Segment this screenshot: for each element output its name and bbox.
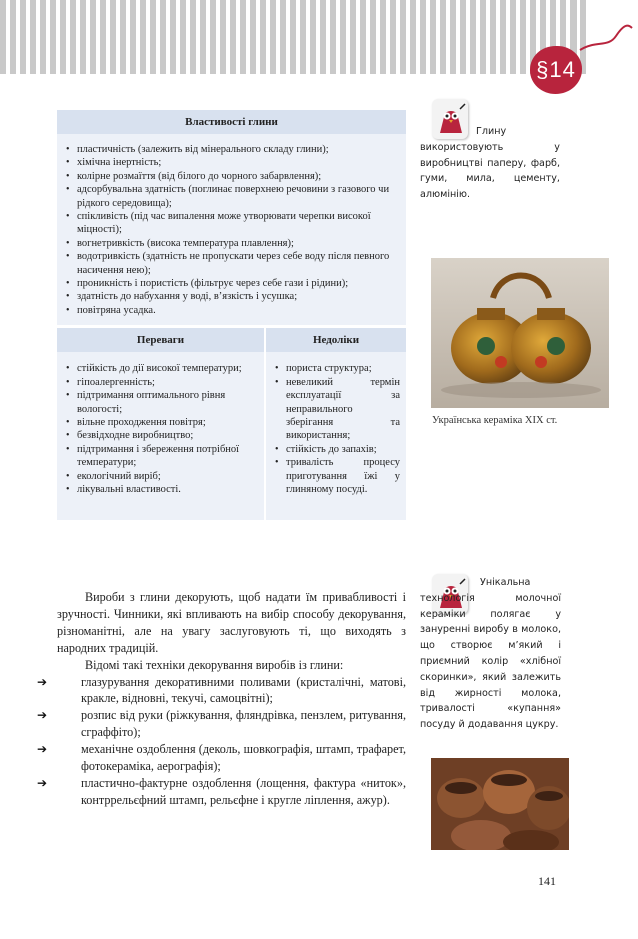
disadvantages-cell — [266, 352, 406, 520]
image-caption: Українська кераміка XIX ст. — [432, 415, 558, 426]
arrow-icon: ➔ — [37, 674, 48, 689]
list-item: ➔ глазурування декоративними поливами (кристалічні, матові, кракле, відновні, текучі, самоцвітні); — [37, 674, 406, 706]
clay-cups-illustration — [431, 758, 569, 850]
arrow-icon: ➔ — [37, 742, 48, 757]
disadvantages-header: Недоліки — [266, 328, 406, 352]
list-item: • екологічний виріб; — [65, 470, 258, 483]
page-number: 141 — [538, 874, 556, 888]
advantages-cell — [57, 352, 264, 520]
properties-list — [65, 143, 398, 317]
yarn-thread — [575, 0, 577, 60]
techniques-list — [37, 674, 406, 809]
yarn-tail-icon — [578, 22, 634, 52]
note-clay-usage: Глину використовують у виробництві паперу, фарб, гуми, мила, цементу, алюмінію. — [420, 126, 560, 201]
list-item: • адсорбувальна здатність (поглинає поверхнею речовини з газового чи рідкого середовища); — [65, 183, 398, 210]
list-item: ➔ пластично-фактурне оздоблення (лощення, фактура «ниток», контррельєфний штамп, рельєфне і кругле ліплення, ажур). — [37, 775, 406, 807]
list-item: • підтримання оптимального рівня вологості; — [65, 389, 258, 416]
ukrainian-ceramics-image — [431, 258, 609, 408]
advantages-column — [57, 328, 264, 520]
list-item: • стійкість до дії високої температури; — [65, 362, 258, 375]
list-item: • лікувальні властивості. — [65, 483, 258, 496]
list-item: • гіпоалергенність; — [65, 376, 258, 389]
list-item: • водотривкість (здатність не пропускати через себе воду після певного насичення нею); — [65, 250, 398, 277]
ceramic-pots-illustration — [431, 258, 609, 408]
list-item: • пластичність (залежить від мінерального складу глини); — [65, 143, 398, 156]
list-item: • здатність до набухання у воді, в’язкість і усушка; — [65, 290, 398, 303]
list-item: • пориста структура; — [274, 362, 400, 375]
list-item: • вільне проходження повітря; — [65, 416, 258, 429]
table-title: Властивості глини — [57, 110, 406, 134]
list-item: • стійкість до запахів; — [274, 443, 400, 456]
list-item: • тривалість процесу приготування їжі у глиняному посуді. — [274, 456, 400, 496]
clay-properties-table — [57, 110, 406, 520]
paragraph: Відомі такі техніки декорування виробів із глини: — [85, 657, 344, 672]
list-item: ➔ розпис від руки (ріжкування, фляндрівка, пензлем, ритування, сграффіто); — [37, 708, 406, 740]
list-item: • колірне розмаїття (від білого до чорного забарвлення); — [65, 170, 398, 183]
list-item: • підтримання і збереження потрібної температури; — [65, 443, 258, 470]
disadvantages-list — [274, 362, 400, 496]
disadvantages-column — [266, 328, 406, 520]
pros-cons-row — [57, 328, 406, 520]
section-badge: §14 — [530, 46, 582, 94]
paragraph: Вироби з глини декорують, щоб надати їм привабливості і зручності. Чинники, які впливають на вибір способу декорування, різноманітні, але на увагу заслуговують ті, що виходять з народних традицій. — [57, 590, 406, 655]
list-item: • повітряна усадка. — [65, 304, 398, 317]
arrow-icon: ➔ — [37, 708, 48, 723]
list-item: • спікливість (під час випалення може утворювати черепки високої міцності); — [65, 210, 398, 237]
list-item: • вогнетривкість (висока температура плавлення); — [65, 237, 398, 250]
list-item: • невеликий термін експлуатації за неправильного зберігання та використання; — [274, 376, 400, 443]
milk-ceramics-image — [431, 758, 569, 850]
note-milk-ceramics: Унікальна технологія молочної кераміки полягає у зануренні виробу в молоко, що створює м’який і приємний колір «хлібної скоринки», який залежить від жирності молока, тривалості «купання» посуду й додавання цукру. — [420, 577, 561, 731]
list-item: ➔ механічне оздоблення (деколь, шовкографія, штамп, трафарет, фотокераміка, аерографія); — [37, 742, 406, 774]
advantages-list — [65, 362, 258, 496]
advantages-header: Переваги — [57, 328, 264, 352]
main-text — [37, 589, 406, 809]
arrow-icon: ➔ — [37, 775, 48, 790]
list-item: • хімічна інертність; — [65, 156, 398, 169]
properties-cell — [57, 134, 406, 325]
list-item: • безвідходне виробництво; — [65, 429, 258, 442]
list-item: • проникність і пористість (фільтрує через себе гази і рідини); — [65, 277, 398, 290]
